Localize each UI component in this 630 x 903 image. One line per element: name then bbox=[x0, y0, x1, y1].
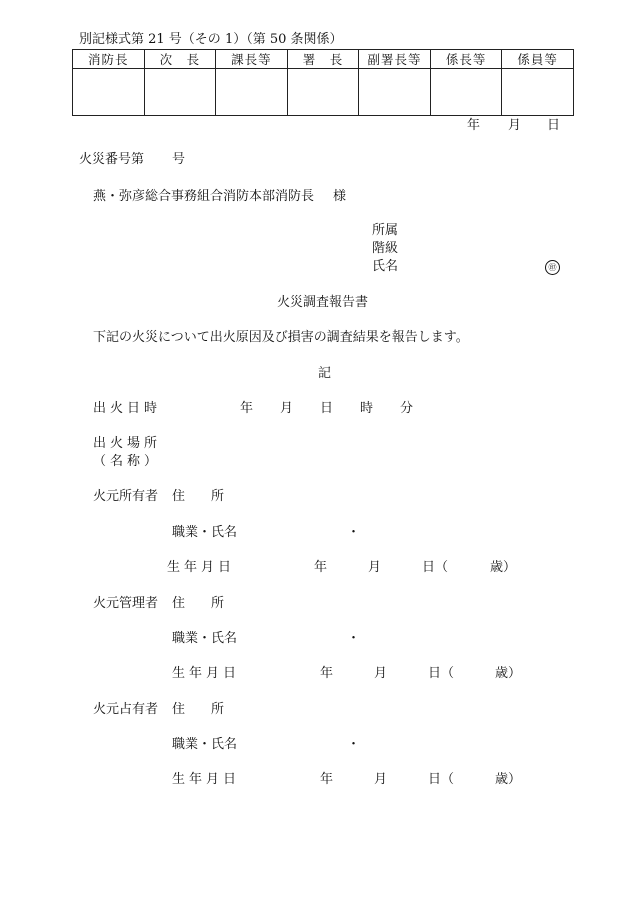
approval-header: 係長等 bbox=[430, 50, 502, 69]
manager-address-label: 住 所 bbox=[172, 596, 225, 611]
fire-number-prefix: 火災番号第 bbox=[79, 152, 145, 167]
form-label: 別記様式第 21 号（その 1）（第 50 条関係） bbox=[79, 32, 343, 47]
intro-text: 下記の火災について出火原因及び損害の調査結果を報告します。 bbox=[93, 330, 469, 345]
owner-role-label: 火元所有者 bbox=[93, 489, 159, 504]
owner-separator: ・ bbox=[347, 525, 361, 540]
owner-birth-day: 日（ bbox=[422, 560, 449, 575]
occupant-separator: ・ bbox=[347, 737, 361, 752]
approval-stamp-cell[interactable] bbox=[359, 69, 431, 116]
outbreak-place-label: 出火場所 bbox=[93, 436, 162, 451]
approval-header: 次 長 bbox=[144, 50, 216, 69]
occupant-birth-age: 歳） bbox=[495, 772, 522, 787]
approval-header: 署 長 bbox=[287, 50, 359, 69]
approval-stamp-cell[interactable] bbox=[144, 69, 216, 116]
occupant-birth-label: 生年月日 bbox=[172, 772, 241, 787]
occupant-birth-day: 日（ bbox=[428, 772, 455, 787]
outbreak-year: 年 bbox=[240, 401, 254, 416]
occupant-address-label: 住 所 bbox=[172, 702, 225, 717]
approval-header: 消防長 bbox=[73, 50, 145, 69]
document-title: 火災調査報告書 bbox=[277, 295, 369, 310]
date-year: 年 bbox=[467, 118, 481, 133]
date-month: 月 bbox=[508, 118, 522, 133]
approval-stamp-cell[interactable] bbox=[502, 69, 574, 116]
occupant-role-label: 火元占有者 bbox=[93, 702, 159, 717]
fire-number-suffix: 号 bbox=[172, 152, 186, 167]
manager-birth-label: 生年月日 bbox=[172, 666, 241, 681]
outbreak-hour: 時 bbox=[360, 401, 374, 416]
outbreak-minute: 分 bbox=[400, 401, 414, 416]
seal-mark bbox=[545, 260, 560, 275]
manager-birth-month: 月 bbox=[374, 666, 388, 681]
approval-stamp-cell[interactable] bbox=[73, 69, 145, 116]
addressee-name: 燕・弥彦総合事務組合消防本部消防長 bbox=[93, 189, 315, 204]
owner-address-label: 住 所 bbox=[172, 489, 225, 504]
manager-birth-day: 日（ bbox=[428, 666, 455, 681]
date-day: 日 bbox=[547, 118, 561, 133]
manager-occupation-label: 職業・氏名 bbox=[172, 631, 238, 646]
manager-separator: ・ bbox=[347, 631, 361, 646]
ki-marker: 記 bbox=[318, 366, 332, 381]
approval-table bbox=[72, 49, 574, 116]
owner-occupation-label: 職業・氏名 bbox=[172, 525, 238, 540]
outbreak-month: 月 bbox=[280, 401, 294, 416]
outbreak-datetime-label: 出火日時 bbox=[93, 401, 162, 416]
approval-header: 課長等 bbox=[216, 50, 288, 69]
approval-stamp-cell[interactable] bbox=[287, 69, 359, 116]
manager-birth-age: 歳） bbox=[495, 666, 522, 681]
owner-birth-year: 年 bbox=[314, 560, 328, 575]
manager-birth-year: 年 bbox=[320, 666, 334, 681]
manager-role-label: 火元管理者 bbox=[93, 596, 159, 611]
outbreak-day: 日 bbox=[320, 401, 334, 416]
occupant-occupation-label: 職業・氏名 bbox=[172, 737, 238, 752]
reporter-name-label: 氏名 bbox=[372, 259, 399, 274]
approval-stamp-cell[interactable] bbox=[430, 69, 502, 116]
occupant-birth-month: 月 bbox=[374, 772, 388, 787]
reporter-affiliation-label: 所属 bbox=[372, 223, 399, 238]
owner-birth-month: 月 bbox=[368, 560, 382, 575]
outbreak-place-sublabel: （名称） bbox=[93, 454, 162, 469]
owner-birth-label: 生年月日 bbox=[167, 560, 236, 575]
owner-birth-age: 歳） bbox=[490, 560, 517, 575]
addressee-honorific: 様 bbox=[333, 189, 347, 204]
seal-icon: ㊞ bbox=[545, 260, 560, 275]
reporter-rank-label: 階級 bbox=[372, 241, 399, 256]
approval-stamp-cell[interactable] bbox=[216, 69, 288, 116]
approval-header: 副署長等 bbox=[359, 50, 431, 69]
occupant-birth-year: 年 bbox=[320, 772, 334, 787]
approval-header: 係員等 bbox=[502, 50, 574, 69]
